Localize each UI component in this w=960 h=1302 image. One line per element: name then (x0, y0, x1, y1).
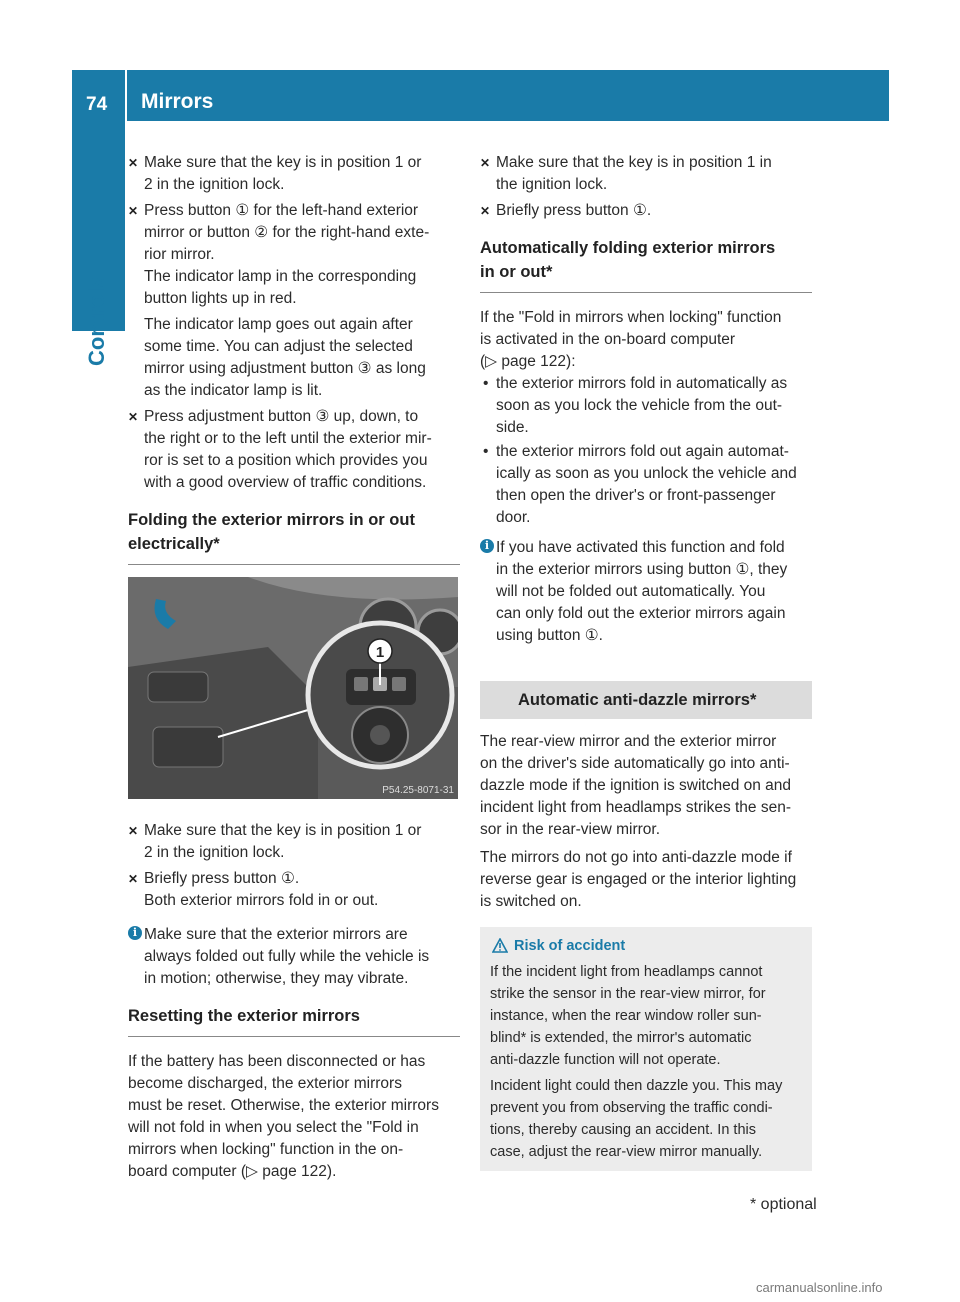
text-line: ror is set to a position which provides you (144, 452, 428, 469)
step-item (480, 200, 812, 222)
bullet-dot: • (483, 375, 489, 392)
text-line: If the battery has been disconnected or has (128, 1053, 426, 1070)
info-icon: i (128, 926, 142, 940)
side-label: Controls (84, 275, 109, 366)
step-item (128, 200, 460, 310)
text-line: Briefly press button ①. (496, 202, 652, 219)
text-line: the exterior mirrors fold in automatically as (496, 375, 788, 392)
bullet-dot: • (483, 443, 489, 460)
text-line: The rear-view mirror and the exterior mirror (480, 733, 777, 750)
text-line: in motion; otherwise, they may vibrate. (144, 970, 409, 987)
header-divider (125, 70, 127, 121)
step-item (128, 406, 460, 494)
text-line: Incident light could then dazzle you. This may (490, 1078, 783, 1094)
bullet-item (480, 441, 812, 529)
text-line: will not be folded out automatically. You (496, 583, 766, 600)
text-line: Press adjustment button ③ up, down, to (144, 408, 419, 425)
text-line: then open the driver's or front-passenger (496, 487, 776, 504)
heading-dazzle: Automatic anti-dazzle mirrors* (480, 681, 812, 719)
divider (128, 564, 460, 565)
text-line: always folded out fully while the vehicle is (144, 948, 430, 965)
text-line: sor in the rear-view mirror. (480, 821, 661, 838)
text-line: mirror using adjustment button ③ as long (144, 360, 426, 377)
arrow-right-icon: ✕ (128, 156, 139, 170)
text-line: mirror or button ② for the right-hand exte- (144, 224, 430, 241)
right-column (480, 152, 812, 1171)
arrow-right-icon: ✕ (480, 156, 491, 170)
heading-line: Automatically folding exterior mirrors (480, 239, 776, 257)
text-line: will not fold in when you select the "Fold in (128, 1119, 419, 1136)
left-column (128, 152, 460, 1183)
heading-reset: Resetting the exterior mirrors (128, 1007, 360, 1025)
arrow-right-icon: ✕ (128, 824, 139, 838)
text-line: soon as you lock the vehicle from the out- (496, 397, 783, 414)
watermark: carmanualsonline.info (756, 1280, 883, 1295)
text-line: 2 in the ignition lock. (144, 844, 285, 861)
info-note (480, 537, 812, 647)
text-line: the exterior mirrors fold out again automat- (496, 443, 789, 460)
heading-auto (480, 236, 812, 284)
heading-line: Folding the exterior mirrors in or out (128, 511, 415, 529)
text-line: tions, thereby causing an accident. In this (490, 1122, 756, 1138)
text-line: button lights up in red. (144, 290, 297, 307)
text-line: Both exterior mirrors fold in or out. (144, 892, 379, 909)
step-item (128, 868, 460, 912)
text-line: become discharged, the exterior mirrors (128, 1075, 402, 1092)
step-item (128, 820, 460, 864)
text-line: Make sure that the exterior mirrors are (144, 926, 408, 943)
callout-number: 1 (375, 644, 385, 661)
dazzle-paragraph-2 (480, 847, 812, 913)
text-line: Make sure that the key is in position 1 in (496, 154, 772, 171)
divider (480, 292, 812, 293)
warning-paragraph-2 (490, 1075, 802, 1163)
dazzle-paragraph-1 (480, 731, 812, 841)
bullet-item (480, 373, 812, 439)
warning-title-text: Risk of accident (514, 938, 626, 954)
warning-paragraph-1 (490, 961, 802, 1071)
text-line: the ignition lock. (496, 176, 608, 193)
text-line: as the indicator lamp is lit. (144, 382, 323, 399)
text-line: mirrors when locking" function in the on- (128, 1141, 404, 1158)
section-title: Mirrors (141, 90, 214, 113)
text-line: side. (496, 419, 529, 436)
text-line: If the incident light from headlamps cannot (490, 964, 763, 980)
text-line: using button ①. (496, 627, 603, 644)
text-line: can only fold out the exterior mirrors again (496, 605, 786, 622)
text-line: The indicator lamp in the corresponding (144, 268, 417, 285)
text-line: is switched on. (480, 893, 582, 910)
text-line: The indicator lamp goes out again after (144, 316, 413, 333)
warning-title (490, 935, 802, 957)
info-icon: i (480, 539, 494, 553)
arrow-right-icon: ✕ (128, 410, 139, 424)
text-line: must be reset. Otherwise, the exterior mirrors (128, 1097, 439, 1114)
warning-triangle-icon (492, 938, 508, 953)
text-line: (▷ page 122): (480, 353, 576, 370)
reset-paragraph (128, 1051, 460, 1183)
step-item (128, 152, 460, 196)
text-line: some time. You can adjust the selected (144, 338, 413, 355)
text-line: instance, when the rear window roller sun- (490, 1008, 762, 1024)
text-line: is activated in the on-board computer (480, 331, 736, 348)
info-note (128, 924, 460, 990)
text-line: Press button ① for the left-hand exterior (144, 202, 419, 219)
text-line: prevent you from observing the traffic condi- (490, 1100, 773, 1116)
heading-line: in or out* (480, 263, 553, 281)
text-line: strike the sensor in the rear-view mirror, for (490, 986, 766, 1002)
arrow-right-icon: ✕ (480, 204, 491, 218)
text-line: the right or to the left until the exterior mir- (144, 430, 432, 447)
text-line: Make sure that the key is in position 1 or (144, 154, 422, 171)
text-line: incident light from headlamps strikes the sen- (480, 799, 792, 816)
text-line: in the exterior mirrors using button ①, they (496, 561, 788, 578)
divider (128, 1036, 460, 1037)
text-line: If you have activated this function and fold (496, 539, 785, 556)
text-line: case, adjust the rear-view mirror manually. (490, 1144, 763, 1160)
arrow-right-icon: ✕ (128, 872, 139, 886)
step-item (480, 152, 812, 196)
text-line: The mirrors do not go into anti-dazzle mode if (480, 849, 792, 866)
mirror-button-figure (128, 577, 458, 799)
warning-box (480, 927, 812, 1171)
page-number: 74 (86, 94, 108, 115)
paragraph (144, 314, 460, 402)
text-line: ically as soon as you unlock the vehicle and (496, 465, 797, 482)
text-line: Make sure that the key is in position 1 or (144, 822, 422, 839)
text-line: reverse gear is engaged or the interior lighting (480, 871, 797, 888)
text-line: with a good overview of traffic conditions. (144, 474, 427, 491)
text-line: blind* is extended, the mirror's automatic (490, 1030, 752, 1046)
text-line: Briefly press button ①. (144, 870, 300, 887)
arrow-right-icon: ✕ (128, 204, 139, 218)
text-line: door. (496, 509, 531, 526)
text-line: 2 in the ignition lock. (144, 176, 285, 193)
text-line: dazzle mode if the ignition is switched on and (480, 777, 792, 794)
footnote: * optional (750, 1196, 817, 1213)
text-line: board computer (▷ page 122). (128, 1163, 337, 1180)
text-line: rior mirror. (144, 246, 215, 263)
heading-line: electrically* (128, 535, 220, 553)
heading-fold (128, 508, 460, 556)
figure-code: P54.25-8071-31 (382, 785, 454, 796)
text-line: anti-dazzle function will not operate. (490, 1052, 721, 1068)
text-line: on the driver's side automatically go into anti- (480, 755, 790, 772)
auto-paragraph (480, 307, 812, 373)
text-line: If the "Fold in mirrors when locking" function (480, 309, 782, 326)
